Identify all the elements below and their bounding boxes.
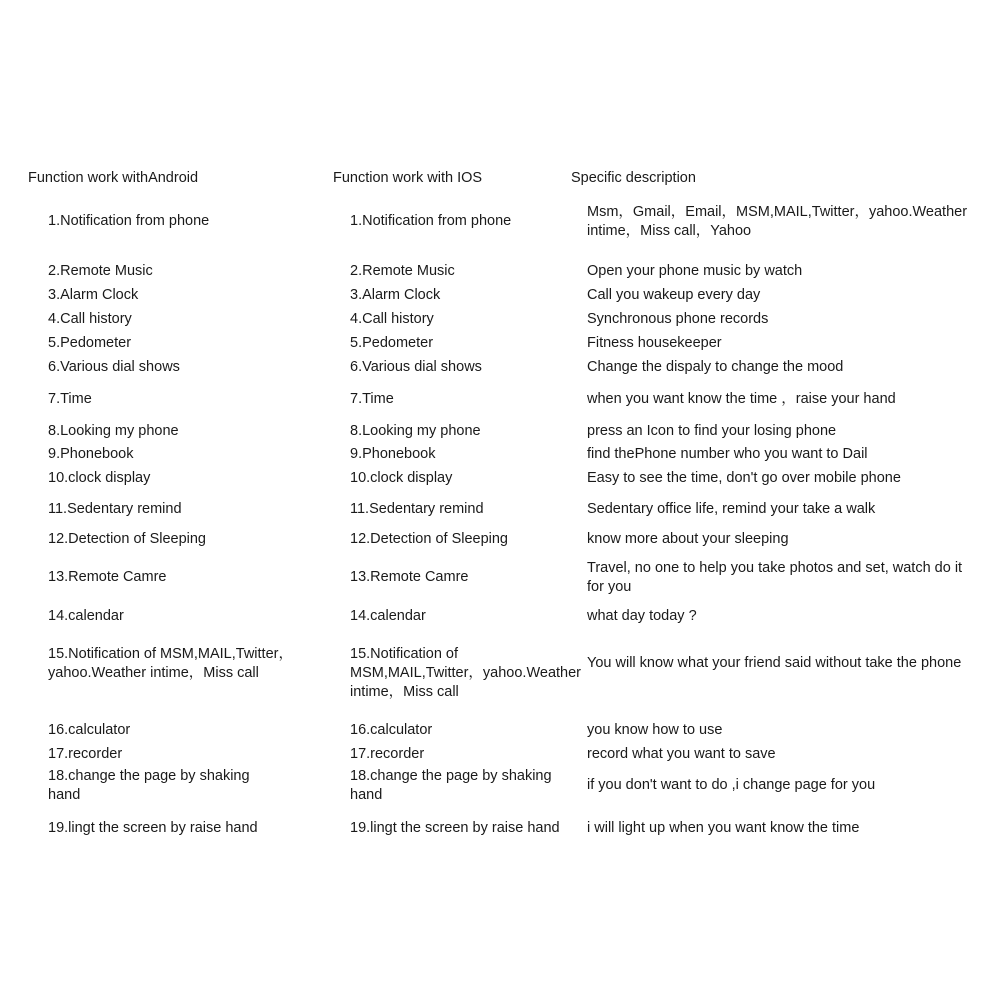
feature-description: Sedentary office life, remind your take a walk bbox=[587, 501, 876, 517]
feature-description: record what you want to save bbox=[587, 746, 776, 762]
android-feature: 12.Detection of Sleeping bbox=[48, 531, 206, 547]
feature-description: when you want know the time ，raise your hand bbox=[587, 391, 896, 407]
feature-description: Fitness housekeeper bbox=[587, 335, 722, 351]
header-ios: Function work with IOS bbox=[333, 170, 483, 186]
android-feature: 13.Remote Camre bbox=[48, 569, 167, 585]
feature-description: press an Icon to find your losing phone bbox=[587, 423, 837, 439]
android-feature: 11.Sedentary remind bbox=[48, 501, 182, 517]
feature-description: Open your phone music by watch bbox=[587, 263, 803, 279]
ios-feature: 5.Pedometer bbox=[350, 335, 434, 351]
android-feature: 15.Notification of MSM,MAIL,Twitter，yahoo.Weather intime，Miss call bbox=[48, 646, 293, 681]
feature-description: what day today ? bbox=[587, 608, 697, 624]
ios-feature: 19.lingt the screen by raise hand bbox=[350, 820, 560, 836]
ios-feature: 9.Phonebook bbox=[350, 446, 436, 462]
feature-description: i will light up when you want know the time bbox=[587, 820, 860, 836]
ios-feature: 14.calendar bbox=[350, 608, 426, 624]
ios-feature: 12.Detection of Sleeping bbox=[350, 531, 508, 547]
ios-feature: 16.calculator bbox=[350, 722, 433, 738]
ios-feature: 2.Remote Music bbox=[350, 263, 455, 279]
feature-description: Synchronous phone records bbox=[587, 311, 769, 327]
ios-feature: 13.Remote Camre bbox=[350, 569, 469, 585]
feature-description: You will know what your friend said without take the phone bbox=[587, 655, 962, 671]
android-feature: 5.Pedometer bbox=[48, 335, 132, 351]
android-feature: 9.Phonebook bbox=[48, 446, 134, 462]
header-android: Function work withAndroid bbox=[28, 170, 199, 186]
android-feature: 17.recorder bbox=[48, 746, 123, 762]
android-feature: 6.Various dial shows bbox=[48, 359, 180, 375]
android-feature: 8.Looking my phone bbox=[48, 423, 179, 439]
feature-description: Msm，Gmail，Email，MSM,MAIL,Twitter，yahoo.Weather intime，Miss call，Yahoo bbox=[587, 204, 968, 239]
feature-description: find thePhone number who you want to Dail bbox=[587, 446, 868, 462]
ios-feature: 17.recorder bbox=[350, 746, 425, 762]
feature-description: if you don't want to do ,i change page for you bbox=[587, 777, 876, 793]
ios-feature: 8.Looking my phone bbox=[350, 423, 481, 439]
android-feature: 3.Alarm Clock bbox=[48, 287, 139, 303]
android-feature: 4.Call history bbox=[48, 311, 132, 327]
ios-feature: 11.Sedentary remind bbox=[350, 501, 484, 517]
ios-feature: 18.change the page by shaking hand bbox=[350, 768, 552, 803]
feature-description: you know how to use bbox=[587, 722, 723, 738]
android-feature: 19.lingt the screen by raise hand bbox=[48, 820, 258, 836]
feature-description: Travel, no one to help you take photos and set, watch do it for you bbox=[587, 560, 963, 595]
android-feature: 7.Time bbox=[48, 391, 92, 407]
android-feature: 1.Notification from phone bbox=[48, 213, 210, 229]
ios-feature: 3.Alarm Clock bbox=[350, 287, 441, 303]
header-description: Specific description bbox=[571, 170, 696, 186]
android-feature: 16.calculator bbox=[48, 722, 131, 738]
ios-feature: 10.clock display bbox=[350, 470, 453, 486]
ios-feature: 6.Various dial shows bbox=[350, 359, 482, 375]
android-feature: 14.calendar bbox=[48, 608, 124, 624]
feature-description: know more about your sleeping bbox=[587, 531, 789, 547]
feature-description: Change the dispaly to change the mood bbox=[587, 359, 844, 375]
ios-feature: 7.Time bbox=[350, 391, 394, 407]
android-feature: 10.clock display bbox=[48, 470, 151, 486]
feature-description: Easy to see the time, don't go over mobile phone bbox=[587, 470, 901, 486]
feature-description: Call you wakeup every day bbox=[587, 287, 761, 303]
ios-feature: 4.Call history bbox=[350, 311, 434, 327]
android-feature: 18.change the page by shaking hand bbox=[48, 768, 250, 803]
android-feature: 2.Remote Music bbox=[48, 263, 153, 279]
ios-feature: 1.Notification from phone bbox=[350, 213, 512, 229]
ios-feature: 15.Notification of MSM,MAIL,Twitter，yahoo.Weather intime，Miss call bbox=[350, 646, 582, 700]
